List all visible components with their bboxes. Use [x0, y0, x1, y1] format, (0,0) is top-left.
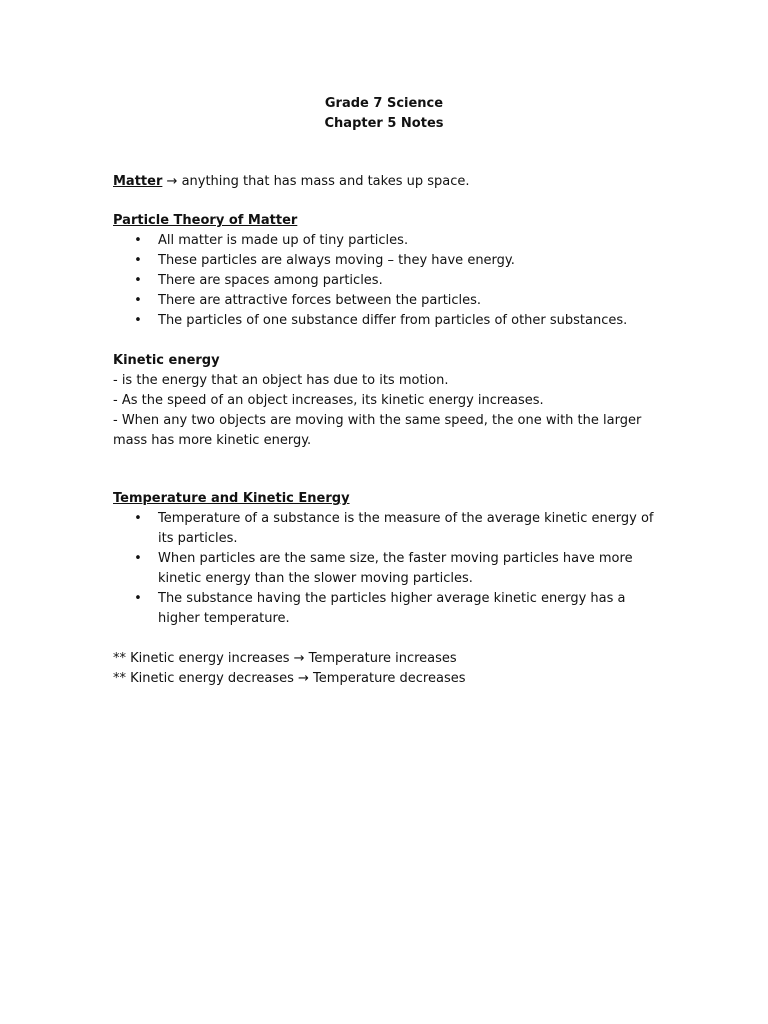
matter-definition-text: anything that has mass and takes up space. [181, 174, 470, 189]
bullet-icon: • [134, 253, 142, 268]
particle-theory-heading: Particle Theory of Matter [113, 213, 298, 228]
arrow-glyph: → [166, 174, 178, 189]
matter-definition [113, 172, 658, 192]
list-item: • These particles are always moving – they have energy. [113, 251, 658, 271]
temperature-heading: Temperature and Kinetic Energy [113, 491, 350, 506]
matter-term: Matter [113, 174, 163, 189]
list-item: • When particles are the same size, the faster moving particles have more kinetic energy than the slower moving particles. [134, 551, 633, 586]
kinetic-energy-line: - As the speed of an object increases, its kinetic energy increases. [113, 393, 544, 408]
kinetic-energy-line: - When any two objects are moving with the same speed, the one with the larger mass has more kinetic energy. [113, 413, 642, 448]
list-item: • There are attractive forces between the particles. [113, 291, 658, 311]
kinetic-energy-line: - is the energy that an object has due to its motion. [113, 373, 449, 388]
bullet-icon: • [134, 233, 142, 248]
temperature-list [113, 509, 658, 629]
notes-body [113, 172, 658, 689]
list-item: • All matter is made up of tiny particles. [113, 231, 658, 251]
bullet-icon: • [134, 591, 142, 606]
bullet-icon: • [134, 313, 142, 328]
list-item: • Temperature of a substance is the measure of the average kinetic energy of its particles. [134, 511, 654, 546]
list-item: • The substance having the particles higher average kinetic energy has a higher temperature. [134, 591, 626, 626]
title-line-grade: Grade 7 Science [324, 96, 444, 111]
bullet-icon: • [134, 551, 142, 566]
list-item: • The particles of one substance differ from particles of other substances. [113, 311, 658, 331]
particle-theory-list [113, 231, 658, 331]
summary-line: ** Kinetic energy decreases → Temperature decreases [113, 671, 466, 686]
summary-line: ** Kinetic energy increases → Temperature increases [113, 651, 457, 666]
document-title [0, 94, 768, 134]
list-item: • There are spaces among particles. [113, 271, 658, 291]
bullet-icon: • [134, 511, 142, 526]
kinetic-energy-heading: Kinetic energy [113, 353, 220, 368]
bullet-icon: • [134, 293, 142, 308]
title-line-chapter: Chapter 5 Notes [324, 116, 444, 131]
bullet-icon: • [134, 273, 142, 288]
